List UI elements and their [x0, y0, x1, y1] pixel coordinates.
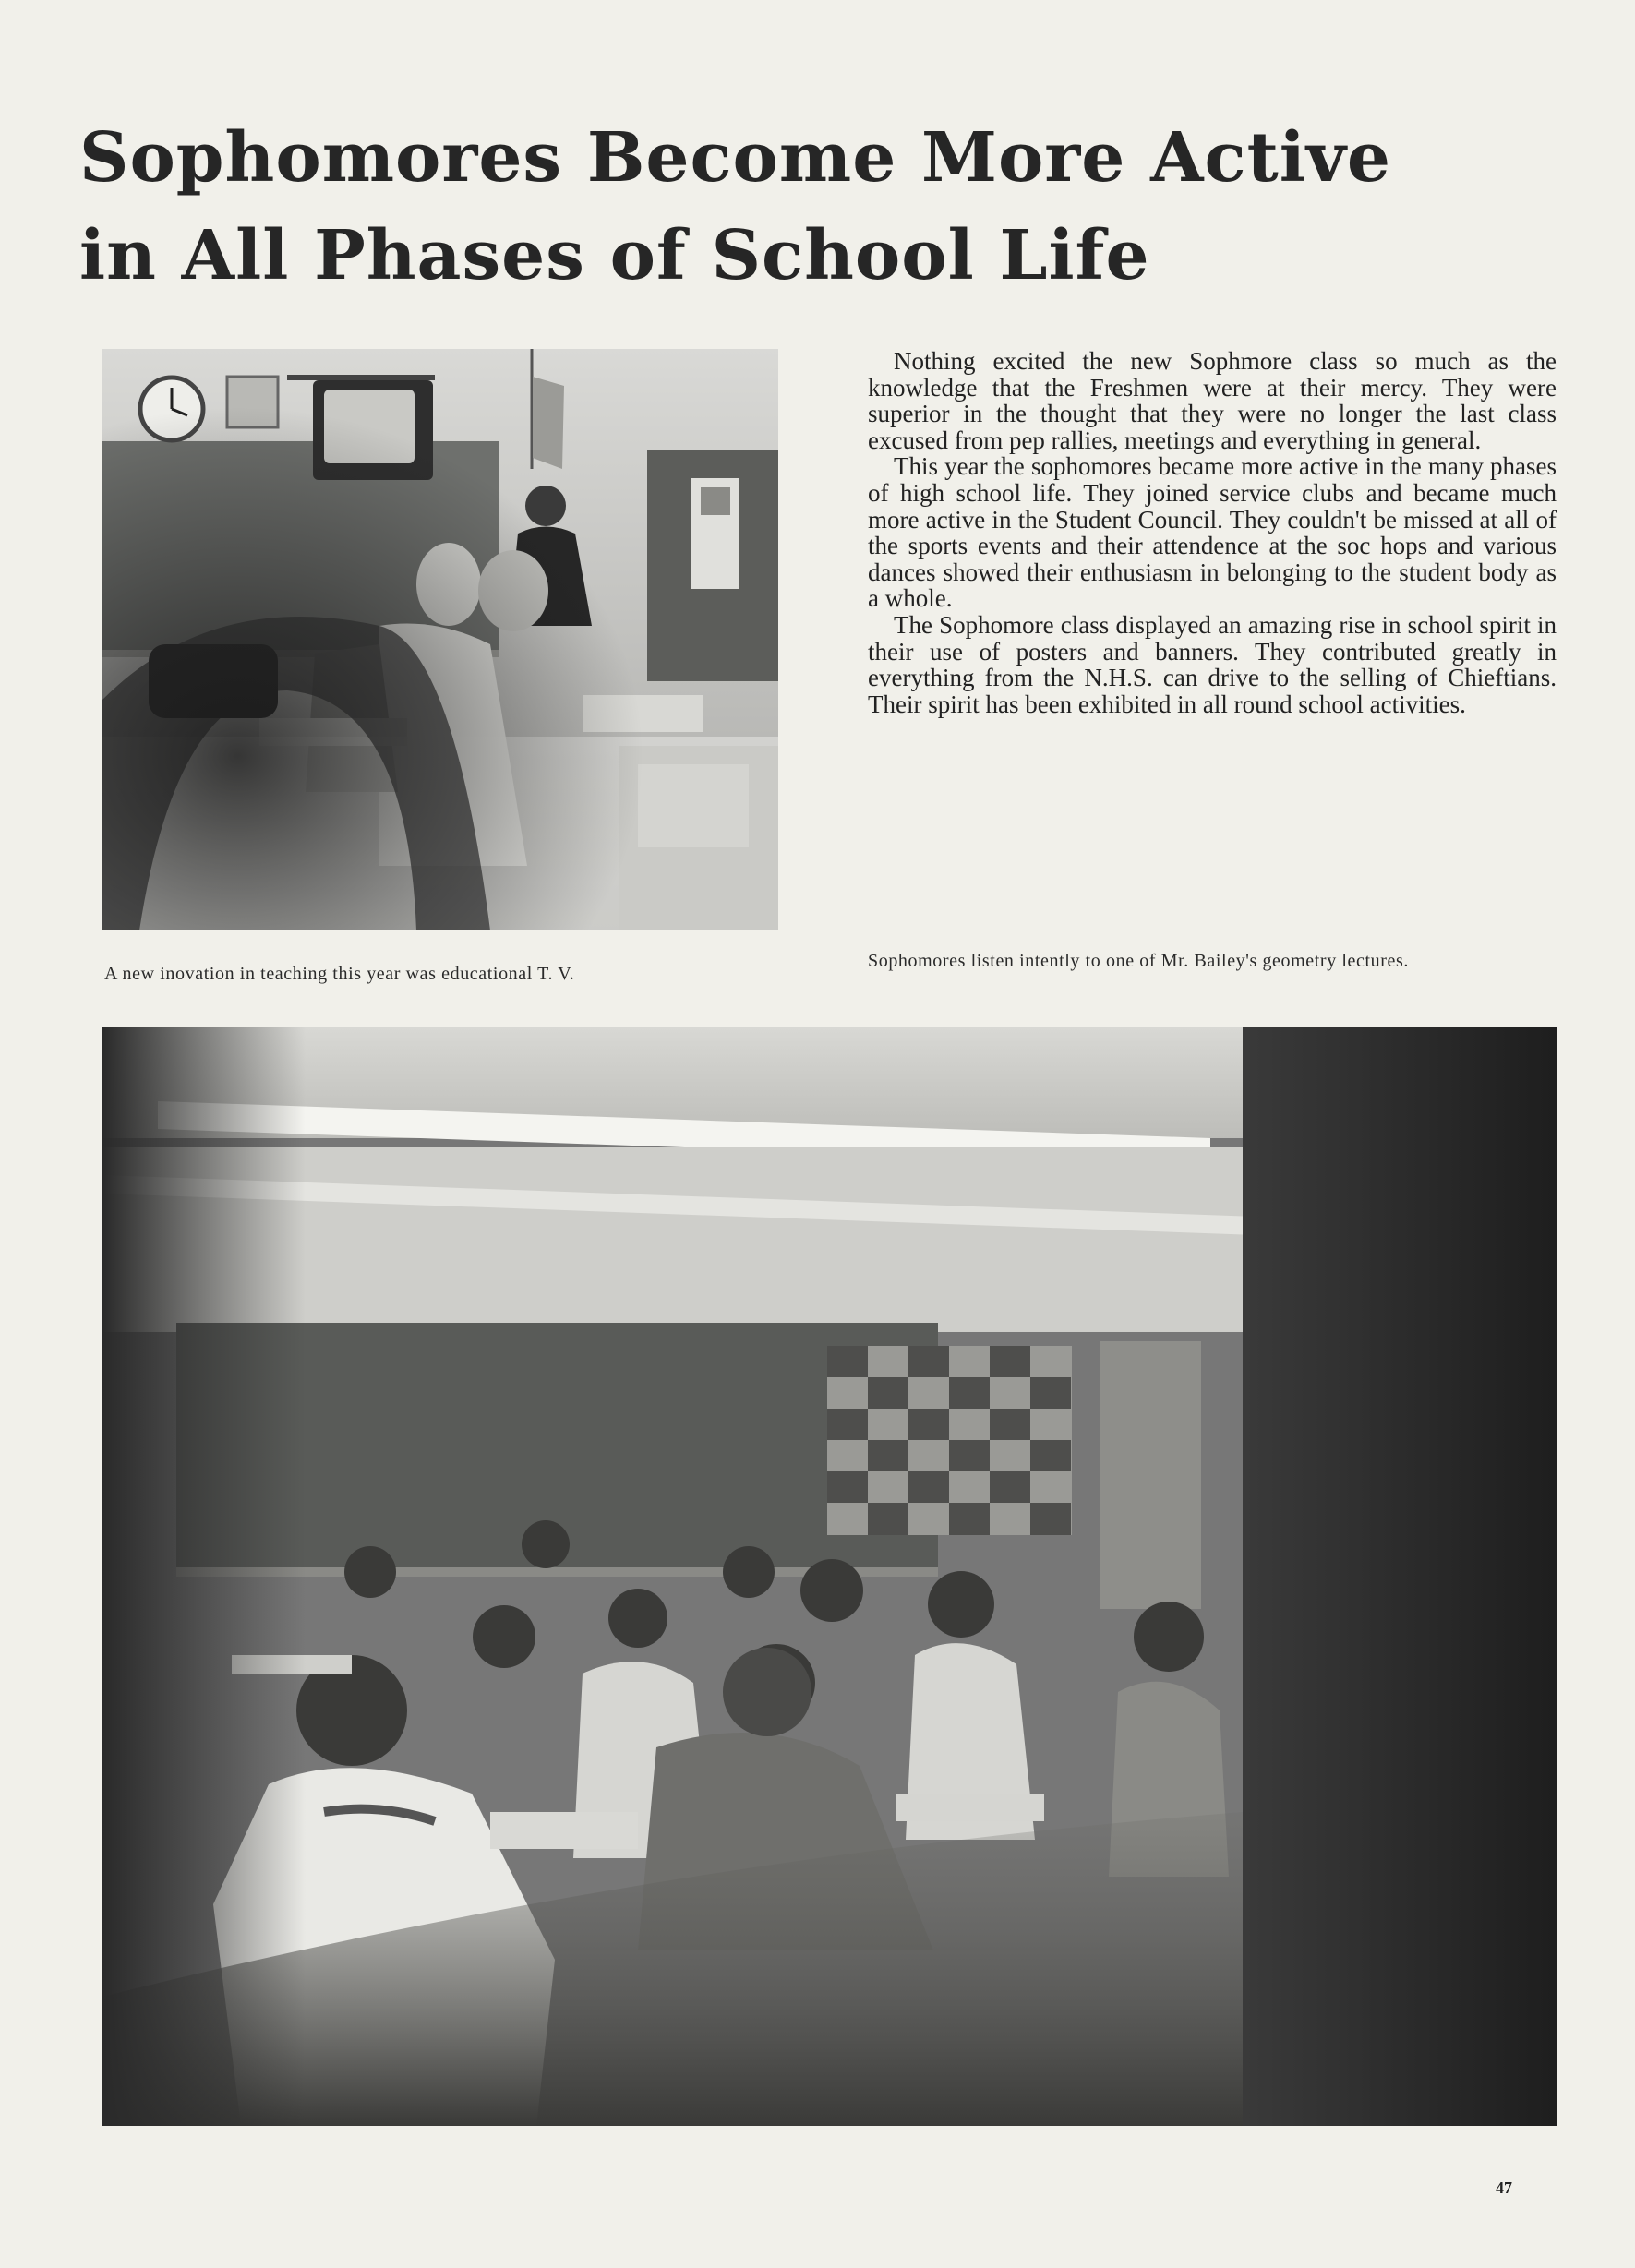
- tv-photo-caption: A new inovation in teaching this year was educational T. V.: [104, 964, 575, 984]
- geometry-lecture-photo: [102, 1027, 1557, 2126]
- title-line-1: Sophomores Become More Active: [79, 118, 1391, 198]
- title-line-2: in All Phases of School Life: [79, 216, 1150, 295]
- checkerboard-pattern: [827, 1346, 1072, 1535]
- body-paragraph: The Sophomore class displayed an amazing rise in school spirit in their use of posters and banners. They contributed greatly in everything from the N.H.S. can drive to the selling of Chieftians. Their spirit has been exhibited in all round school activities.: [868, 610, 1557, 718]
- body-paragraph: This year the sophomores became more active in the many phases of high school life. They joined service clubs and became much more active in the Student Council. They couldn't be missed at all of the sports events and their attendence at the soc hops and various dances showed their enthusiasm in belonging to the student body as a whole.: [868, 452, 1557, 613]
- class-photo-caption: Sophomores listen intently to one of Mr. Bailey's geometry lectures.: [868, 951, 1409, 971]
- classroom-tv-photo-illustration: [102, 349, 778, 930]
- page-number: 47: [1496, 2178, 1512, 2197]
- geometry-lecture-photo-illustration: [102, 1027, 1557, 2126]
- body-paragraph: Nothing excited the new Sophmore class so much as the knowledge that the Freshmen were at their mercy. They were superior in the thought that they were no longer the last class excused from pep rallies, meetings and everything in general.: [868, 347, 1557, 454]
- classroom-tv-photo: [102, 349, 778, 930]
- article-body: [868, 348, 1557, 717]
- page-title: [79, 109, 1593, 305]
